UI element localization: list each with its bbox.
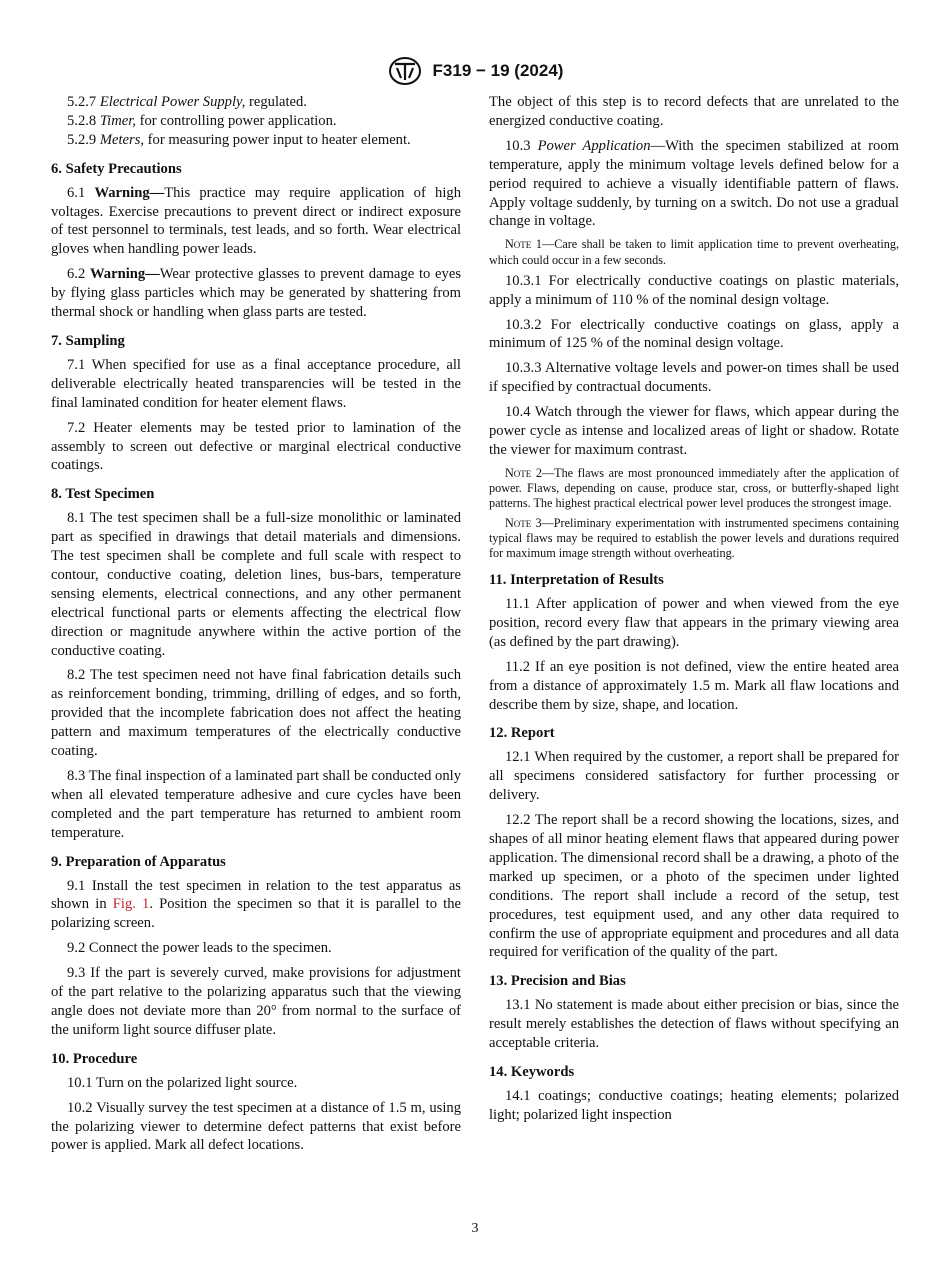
section-heading: 12. Report	[489, 725, 555, 742]
paragraph-7-1: 7.1 When specified for use as a final acceptance procedure, all deliverable electrically heated transparencies will be tested in the final laminated condition for heater element flaws.	[51, 356, 461, 411]
paragraph-8-2: 8.2 The test specimen need not have final fabrication details such as reinforcement bonding, trimming, drilling of edges, and so forth, provided that the incomplete fabrication does not affect the heating pattern and maximum temperatures of the electrically conductive coating.	[51, 667, 461, 760]
standard-designation: F319 − 19 (2024)	[432, 61, 564, 80]
paragraph-10-2-continued: The object of this step is to record defects that are unrelated to the energized conductive coating.	[489, 94, 899, 129]
paragraph-10-4: 10.4 Watch through the viewer for flaws, which appear during the power cycle as intense and localized areas of light or shadow. Rotate the viewer for maximum contrast.	[489, 404, 899, 458]
paragraph-12-1: 12.1 When required by the customer, a report shall be prepared for all specimens considered satisfactory for further processing or delivery.	[489, 749, 899, 804]
list-item: 5.2.8 Timer, for controlling power application.	[67, 112, 337, 129]
figure-link[interactable]: Fig. 1	[112, 896, 150, 913]
section-heading: 8. Test Specimen	[51, 486, 155, 503]
paragraph-14-1: 14.1 coatings; conductive coatings; heating elements; polarized light; polarized light inspection	[489, 1087, 899, 1123]
note-2: Note 2—The flaws are most pronounced immediately after the application of power. Flaws, depending on cause, produce star, cross, or butterfly-shaped light patterns. The highest practical electrical power level produces the strongest image.	[489, 465, 900, 511]
left-column	[51, 93, 461, 1161]
note-1: Note 1—Care shall be taken to limit application time to prevent overheating, which could occur in a few seconds.	[489, 237, 899, 267]
section-heading: 14. Keywords	[489, 1063, 575, 1080]
paragraph-11-2: 11.2 If an eye position is not defined, view the entire heated area from a distance of approximately 1.5 m. Mark all flaw locations and describe them by size, shape, and location.	[489, 658, 899, 713]
section-heading: 10. Procedure	[51, 1050, 138, 1067]
paragraph-9-2: 9.2 Connect the power leads to the specimen.	[67, 940, 332, 957]
section-heading: 9. Preparation of Apparatus	[51, 853, 226, 870]
paragraph-10-1: 10.1 Turn on the polarized light source.	[67, 1074, 298, 1091]
paragraph-7-2: 7.2 Heater elements may be tested prior to lamination of the assembly to screen out defective or marginal electrical conductive coatings.	[51, 419, 461, 474]
paragraph-11-1: 11.1 After application of power and when viewed from the eye position, record every flaw that appears in the primary viewing area (as defined by the part drawing).	[489, 596, 899, 650]
paragraph-12-2: 12.2 The report shall be a record showing the locations, sizes, and shapes of all minor heating element flaws that appeared during power application. The dimensional record shall be a drawing, a photo of the marked up specimen, or a photo of the specimen under lighted conditions. The report shall include a record of the setup, test procedures, test equipment used, and any other data required to confirm the use of appropriate equipment and procedures and all data required for verification of the quality of the part.	[489, 812, 899, 961]
paragraph-10-3-1: 10.3.1 For electrically conductive coatings on plastic materials, apply a minimum of 110 % of the nominal design voltage.	[489, 272, 899, 308]
paragraph-8-3: 8.3 The final inspection of a laminated part shall be conducted only when all elevated temperature adhesive and cure cycles have been completed and the part temperature has returned to ambient room temperature.	[51, 768, 461, 841]
paragraph-9-3: 9.3 If the part is severely curved, make provisions for adjustment of the part relative to the polarizing apparatus such that the viewing angle does not deviate more than 20° from normal to the surface of the uniform light source diffuser plate.	[51, 965, 461, 1038]
paragraph-10-3-2: 10.3.2 For electrically conductive coatings on glass, apply a minimum of 125 % of the nominal design voltage.	[489, 316, 899, 352]
section-heading: 11. Interpretation of Results	[489, 572, 664, 589]
section-heading: 7. Sampling	[51, 332, 125, 349]
list-item: 5.2.7 Electrical Power Supply, regulated.	[67, 94, 307, 110]
section-heading: 6. Safety Precautions	[51, 160, 182, 177]
paragraph-8-1: 8.1 The test specimen shall be a full-size monolithic or laminated part as specified in drawings that detail materials and dimensions. The test specimen shall be complete and full scale with respect to contour, conductive coating, deletion lines, bus-bars, temperature sensing elements, electrical connections, and any other permanent electrical functional parts or elements affecting the electrical flow direction or magnitude anywhere within the active portion of the conductive coating.	[51, 510, 461, 659]
astm-logo-icon	[387, 56, 423, 86]
paragraph-6-1: 6.1 Warning—This practice may require application of high voltages. Exercise precautions to prevent direct or indirect exposure of test personnel to terminals, test leads, and so forth. Wear electrical gloves when handling power leads.	[51, 184, 461, 258]
page-header	[0, 56, 950, 86]
page-number: 3	[471, 1221, 479, 1236]
note-3: Note 3—Preliminary experimentation with instrumented specimens containing typical flaws may be required to establish the power levels and durations required for maximum image strength without overheating.	[489, 515, 900, 560]
paragraph-9-1: 9.1 Install the test specimen in relation to the test apparatus as shown in Fig. 1. Position the specimen so that it is parallel to the polarizing screen.	[51, 877, 462, 932]
paragraph-6-2: 6.2 Warning—Wear protective glasses to prevent damage to eyes by flying glass particles which may be generated by shattering from thermal shock or handling when glass parts are tested.	[51, 266, 461, 321]
paragraph-10-2: 10.2 Visually survey the test specimen at a distance of 1.5 m, using the polarizing viewer to determine defect patterns that exist before power is applied. Mark all defect locations.	[51, 1099, 461, 1154]
section-heading: 13. Precision and Bias	[489, 973, 626, 990]
right-column	[489, 93, 899, 1131]
paragraph-13-1: 13.1 No statement is made about either precision or bias, since the result merely establishes the detection of flaws without specifying an acceptable criteria.	[489, 997, 899, 1052]
paragraph-10-3-3: 10.3.3 Alternative voltage levels and power-on times shall be used if specified by contractual documents.	[489, 360, 899, 396]
paragraph-10-3: 10.3 Power Application—With the specimen stabilized at room temperature, apply the minimum voltage levels defined below for a period required to achieve a visually identifiable pattern of flaws. Apply voltage suddenly, by turning on a switch. Do not use a gradual change in voltage.	[489, 137, 899, 230]
list-item: 5.2.9 Meters, for measuring power input to heater element.	[67, 131, 411, 148]
